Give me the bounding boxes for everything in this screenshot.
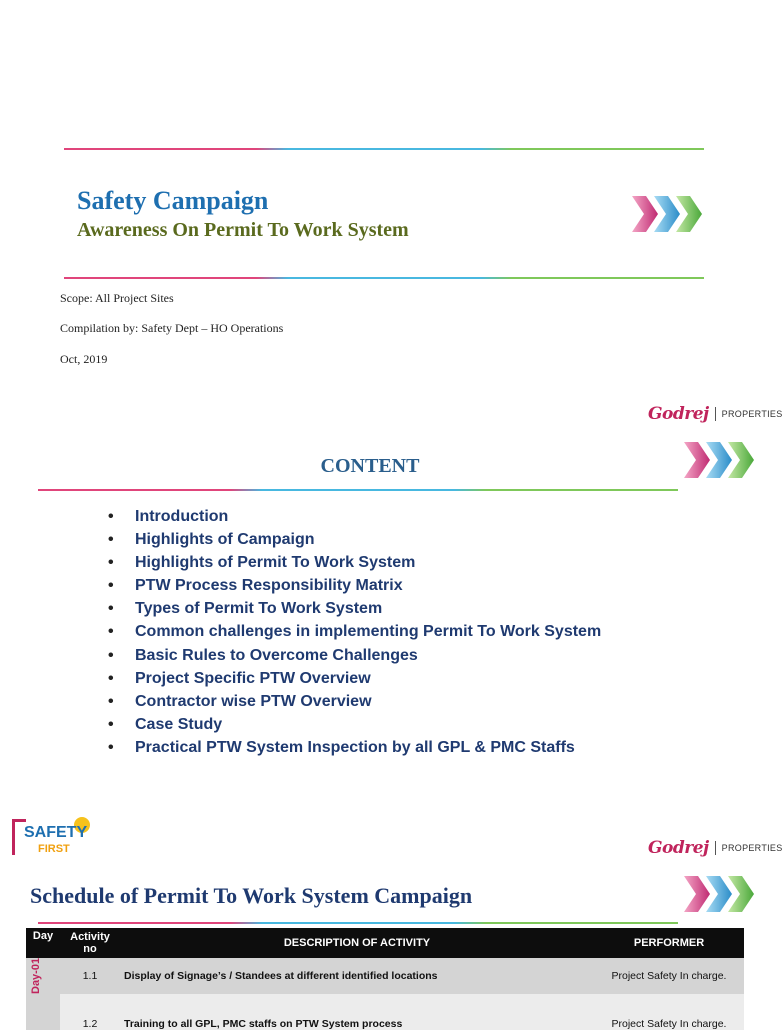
logo-division: PROPERTIES	[721, 843, 783, 853]
safety-first-logo	[10, 815, 94, 857]
logo-separator	[715, 841, 716, 855]
list-item: • Contractor wise PTW Overview	[108, 690, 601, 713]
chevron-arrows-icon	[684, 876, 758, 912]
logo-division: PROPERTIES	[721, 409, 783, 419]
table-row	[26, 994, 744, 1030]
header-description: DESCRIPTION OF ACTIVITY	[120, 928, 594, 958]
description-cell: Training to all GPL, PMC staffs on PTW System process	[120, 994, 594, 1030]
description-cell: Display of Signage’s / Standees at different identified locations	[120, 958, 594, 994]
slide1-bottom-divider	[64, 277, 704, 279]
safety-logo-text: SAFETY	[24, 824, 88, 841]
chevron-arrows-icon	[684, 442, 758, 478]
activity-no-cell: 1.1	[60, 958, 120, 994]
godrej-wordmark: Godrej	[648, 838, 709, 858]
list-item: • Highlights of Permit To Work System	[108, 551, 601, 574]
date-text: Oct, 2019	[60, 352, 108, 366]
day-label: Day-01	[30, 957, 42, 994]
slide1-title: Safety Campaign	[77, 186, 269, 215]
performer-cell: Project Safety In charge.	[594, 958, 744, 994]
schedule-title: Schedule of Permit To Work System Campaign	[30, 883, 473, 908]
list-item: • Case Study	[108, 713, 601, 736]
list-item: • Basic Rules to Overcome Challenges	[108, 644, 601, 667]
list-item: • Highlights of Campaign	[108, 528, 601, 551]
list-item: • Common challenges in implementing Permit To Work System	[108, 620, 601, 643]
day-cell	[26, 958, 60, 1030]
content-list	[108, 505, 601, 759]
compilation-text: Compilation by: Safety Dept – HO Operations	[60, 321, 284, 335]
slide1-top-divider	[64, 148, 704, 150]
table-header-row	[26, 928, 744, 958]
godrej-properties-logo	[648, 838, 783, 858]
performer-cell: Project Safety In charge.	[594, 994, 744, 1030]
schedule-table	[26, 928, 744, 1030]
list-item: • Practical PTW System Inspection by all GPL & PMC Staffs	[108, 736, 601, 759]
activity-no-cell: 1.2	[60, 994, 120, 1030]
godrej-properties-logo	[648, 404, 783, 424]
chevron-arrows-icon	[632, 196, 706, 232]
scope-text: Scope: All Project Sites	[60, 291, 174, 305]
content-divider	[38, 489, 678, 491]
table-row	[26, 958, 744, 994]
slide1-subtitle: Awareness On Permit To Work System	[77, 219, 409, 241]
godrej-wordmark: Godrej	[648, 404, 709, 424]
schedule-divider	[38, 922, 678, 924]
header-performer: PERFORMER	[594, 928, 744, 958]
content-title: CONTENT	[320, 455, 420, 477]
logo-separator	[715, 407, 716, 421]
list-item: • Project Specific PTW Overview	[108, 667, 601, 690]
list-item: • PTW Process Responsibility Matrix	[108, 574, 601, 597]
first-logo-text: FIRST	[38, 843, 70, 855]
list-item: • Introduction	[108, 505, 601, 528]
header-activity-no: Activity no	[60, 928, 120, 958]
list-item: • Types of Permit To Work System	[108, 597, 601, 620]
header-day: Day	[26, 928, 60, 958]
